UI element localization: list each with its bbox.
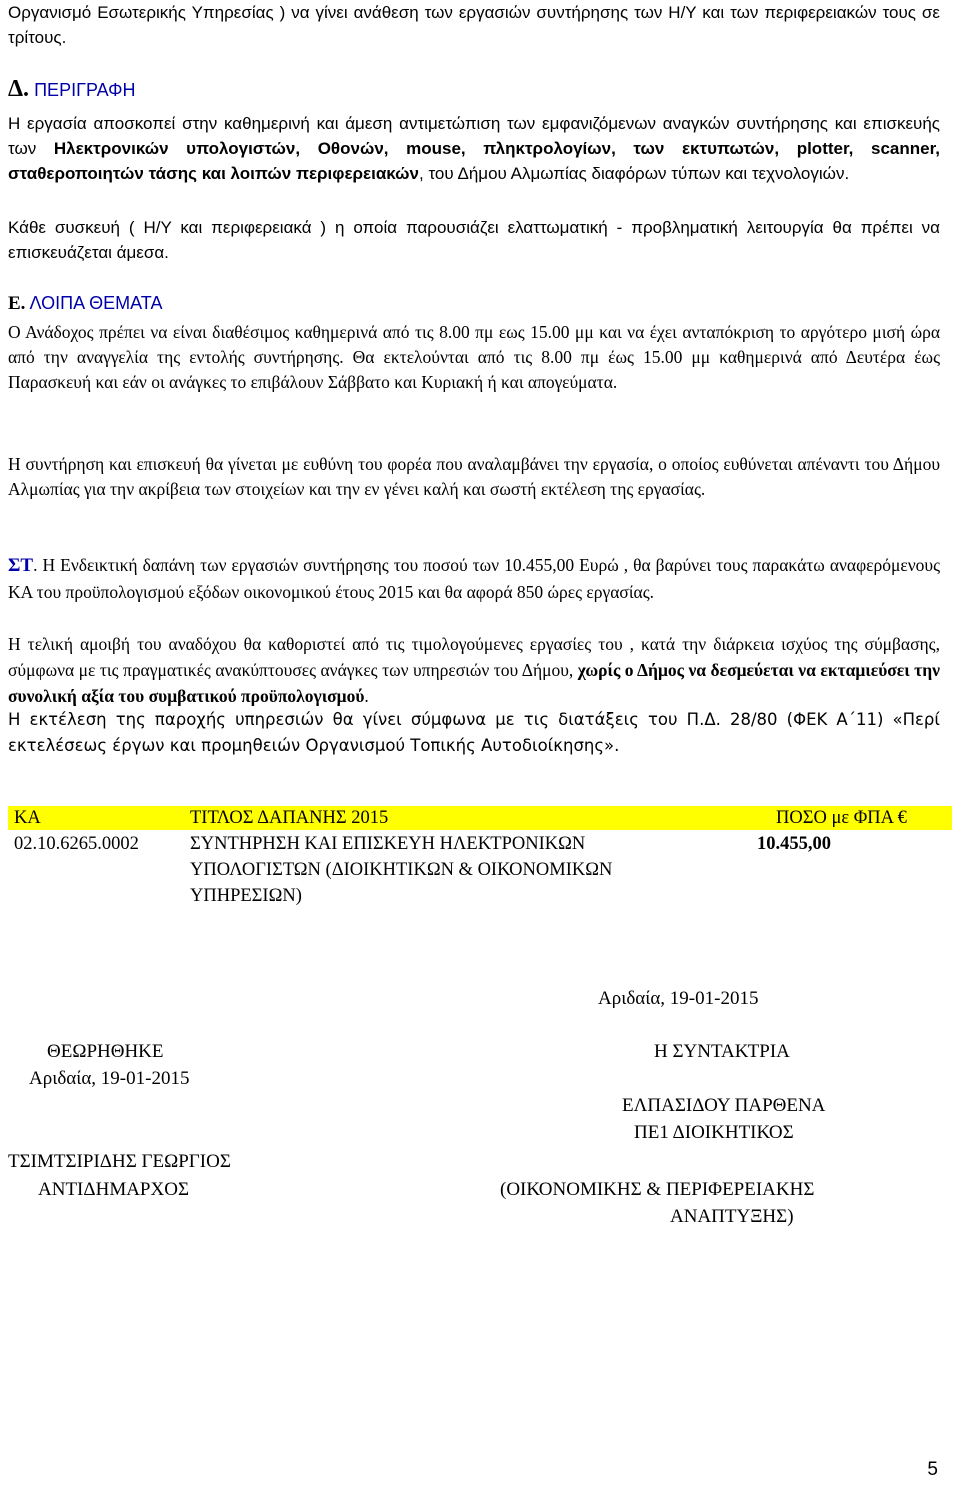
section-d-title: ΠΕΡΙΓΡΑΦΗ xyxy=(34,80,136,100)
section-d-paragraph-2: Κάθε συσκευή ( Η/Υ και περιφερειακά ) η οποία παρουσιάζει ελαττωματική - προβληματική λειτουργία θα πρέπει να επισκευάζεται άμεσα. xyxy=(8,218,940,262)
section-e-title: ΛΟΙΠΑ ΘΕΜΑΤΑ xyxy=(29,293,163,313)
section-d-p1-bold: Ηλεκτρονικών υπολογιστών, Οθονών, mouse, πληκτρολογίων, των εκτυπωτών, plotter, scanner, σταθεροποιητών τάσης και λοιπών περιφερειακών xyxy=(8,139,940,183)
section-e-letter: Ε. xyxy=(8,293,26,314)
budget-row-ka: 02.10.6265.0002 xyxy=(14,834,139,854)
signature-left-name: ΤΣΙΜΤΣΙΡΙΔΗΣ ΓΕΩΡΓΙΟΣ xyxy=(8,1151,231,1172)
signature-date-right: Αριδαία, 19-01-2015 xyxy=(598,988,759,1009)
section-d-heading xyxy=(8,76,136,103)
section-st-paragraph-2 xyxy=(8,631,940,709)
budget-header-ka: ΚΑ xyxy=(14,808,41,828)
section-e-paragraph-2: Η συντήρηση και επισκευή θα γίνεται με ευθύνη του φορέα που αναλαμβάνει την εργασία, ο οποίος ευθύνεται απέναντι του Δήμου Αλμωπίας για την ακρίβεια των στοιχείων και την εν γένει καλή και σωστή εκτέλεση της εργασίας. xyxy=(8,454,940,499)
section-d-p1-end: , του Δήμου Αλμωπίας διαφόρων τύπων και τεχνολογιών. xyxy=(419,164,850,183)
signature-right-dept-line-2: ΑΝΑΠΤΥΞΗΣ) xyxy=(670,1206,794,1227)
budget-row-title-line-2: ΥΠΟΛΟΓΙΣΤΩΝ (ΔΙΟΙΚΗΤΙΚΩΝ & ΟΙΚΟΝΟΜΙΚΩΝ xyxy=(190,860,613,880)
signature-right-heading: Η ΣΥΝΤΑΚΤΡΙΑ xyxy=(654,1041,790,1062)
budget-header-title: ΤΙΤΛΟΣ ΔΑΠΑΝΗΣ 2015 xyxy=(190,808,389,828)
section-st-p1-rest: . Η Ενδεικτική δαπάνη των εργασιών συντήρησης του ποσού των 10.455,00 Ευρώ , θα βαρύνει τους παρακάτω αναφερόμενους ΚΑ του προϋπολογισμού εξόδων οικονομικού έτους 2015 και θα αφορά 850 ώρες εργασίας. xyxy=(8,555,940,602)
intro-paragraph: Οργανισμό Εσωτερικής Υπηρεσίας ) να γίνει ανάθεση των εργασιών συντήρησης των Η/Υ και των περιφερειακών τους σε τρίτους. xyxy=(8,3,940,47)
signature-left-role: ΑΝΤΙΔΗΜΑΡΧΟΣ xyxy=(38,1179,189,1200)
section-e-paragraph-1: Ο Ανάδοχος πρέπει να είναι διαθέσιμος καθημερινά από τις 8.00 πμ εως 15.00 μμ και να έχει ανταπόκριση το αργότερο μισή ώρα από την αναγγελία της εντολής συντήρησης. Θα εκτελούνται από τις 8.00 πμ έως 15.00 μμ καθημερινά από Δευτέρα έως Παρασκευή και εάν οι ανάγκες το επιβάλουν Σάββατο και Κυριακή ή και απογεύματα. xyxy=(8,322,940,392)
signature-left-date: Αριδαία, 19-01-2015 xyxy=(29,1068,190,1089)
page-number: 5 xyxy=(927,1459,938,1480)
section-st-p2-start: Η τελική αμοιβή του αναδόχου θα καθοριστεί από τις τιμολογούμενες εργασίες του , κατά την διάρκεια ισχύος της σύμβασης, σύμφωνα με τις πραγματικές ανακύπτουσες ανάγκες των υπηρεσιών του Δήμου, xyxy=(8,634,940,680)
section-d-paragraph-1 xyxy=(8,111,940,186)
section-d-letter: Δ. xyxy=(8,76,30,102)
budget-header-amount: ΠΟΣΟ με ΦΠΑ € xyxy=(776,808,907,828)
budget-row-title-line-3: ΥΠΗΡΕΣΙΩΝ) xyxy=(190,886,302,906)
signature-right-role: ΠΕ1 ΔΙΟΙΚΗΤΙΚΟΣ xyxy=(634,1122,794,1143)
section-st-paragraph-1 xyxy=(8,552,940,605)
section-st-letter: ΣΤ xyxy=(8,555,34,576)
signature-right-dept-line-1: (ΟΙΚΟΝΟΜΙΚΗΣ & ΠΕΡΙΦΕΡΕΙΑΚΗΣ xyxy=(500,1179,815,1200)
section-st-paragraph-3: Η εκτέλεση της παροχής υπηρεσιών θα γίνει σύμφωνα με τις διατάξεις του Π.Δ. 28/80 (ΦΕΚ Α΄11) «Περί εκτελέσεως έργων και προμηθειών Οργανισμού Τοπικής Αυτοδιοίκησης». xyxy=(8,710,940,755)
signature-left-heading: ΘΕΩΡΗΘΗΚΕ xyxy=(47,1041,164,1062)
section-st-p2-bold: χωρίς ο Δήμος να δεσμεύεται να εκταμιεύσει την συνολική αξία του συμβατικού προϋπολογισμού xyxy=(8,660,941,706)
section-d-p1-start: Η εργασία αποσκοπεί στην καθημερινή και άμεση αντιμετώπιση των εμφανιζόμενων αναγκών συντήρησης και επισκευής των xyxy=(8,114,940,158)
section-st-p2-end: . xyxy=(364,686,369,706)
budget-row-amount: 10.455,00 xyxy=(757,834,831,854)
signature-right-name: ΕΛΠΑΣΙΔΟΥ ΠΑΡΘΕΝΑ xyxy=(622,1095,826,1116)
budget-row-title-line-1: ΣΥΝΤΗΡΗΣΗ ΚΑΙ ΕΠΙΣΚΕΥΗ ΗΛΕΚΤΡΟΝΙΚΩΝ xyxy=(190,834,586,854)
section-e-heading xyxy=(8,293,162,315)
